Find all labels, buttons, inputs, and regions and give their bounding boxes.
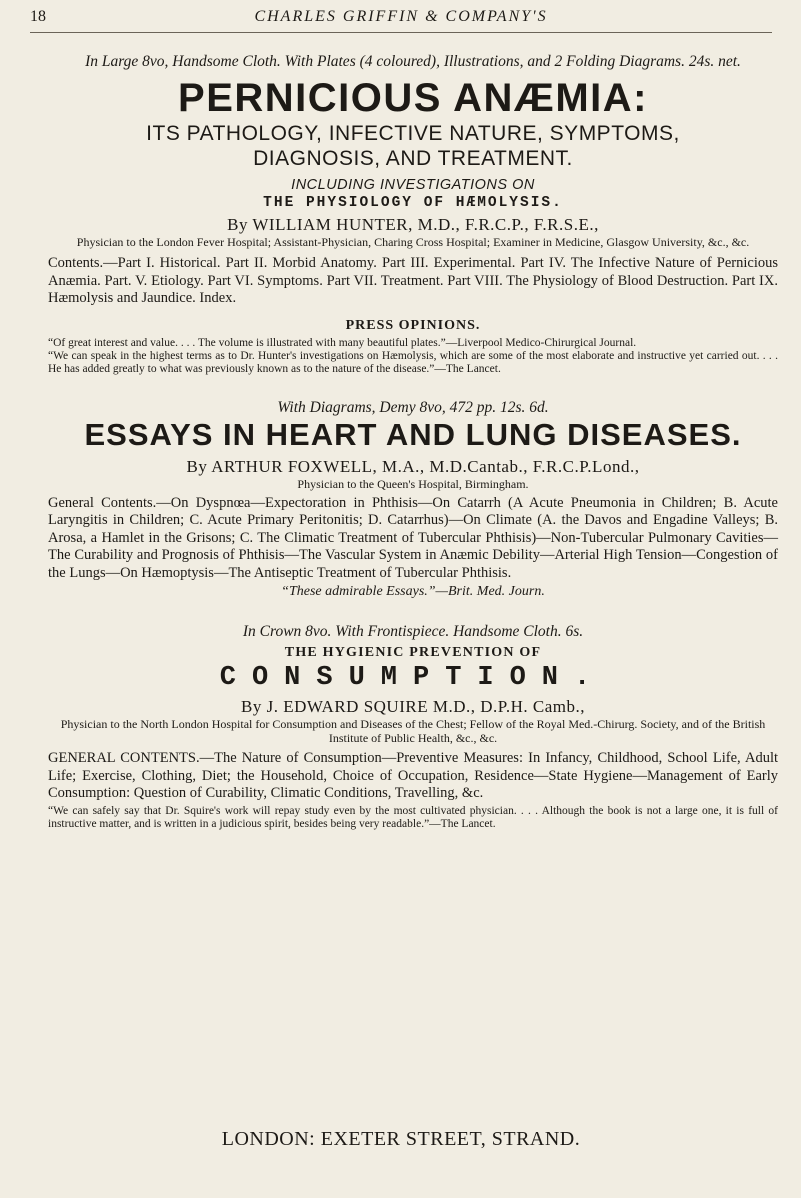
press-quote-2: “We can speak in the highest terms as to Dr. Hunter's investigations on Hæmolysis, which are some of the most elaborate and instructive yet carried out. . . . He has added greatly to what was previously known as to the nature of the disease.”—The Lancet. <box>48 349 778 375</box>
book-contents: Contents.—Part I. Historical. Part II. Morbid Anatomy. Part III. Experimental. Part IV. The Infective Nature of Pernicious Anæmia. Part. V. Etiology. Part VI. Symptoms. Part VII. Treatment. Part VIII. The Physiology of Blood Destruction. Part IX. Hæmolysis and Jaundice. Index. <box>48 255 778 306</box>
press-quote: “These admirable Essays.”—Brit. Med. Journ. <box>281 584 545 599</box>
book-subtitle-line-1: ITS PATHOLOGY, INFECTIVE NATURE, SYMPTOMS, <box>146 122 680 145</box>
section-gap <box>48 600 778 622</box>
book-contents: General Contents.—On Dyspnœa—Expectoration in Phthisis—On Catarrh (A Acute Pneumonia in Children; B. Acute Laryngitis in Children; C. Acute Primary Peritonitis; D. Catarrhus)—On Climate (A. the Davos and Engadine Valleys; B. Arosa, a Hamlet in the Grisons; C. The Climatic Treatment of Tubercular Phthisis)—Non-Tubercular Pulmonary Cavities—The Curability and Prognosis of Phthisis—The Vascular System in Anæmic Debility—Arterial High Tension—Congestion of the Lungs—On Hæmoptysis—The Antiseptic Treatment of Tubercular Phthisis. <box>48 494 778 581</box>
book-title: CONSUMPTION. <box>219 663 607 693</box>
book-including: INCLUDING INVESTIGATIONS ON <box>291 177 535 193</box>
page-content <box>48 52 778 831</box>
press-quote: “We can safely say that Dr. Squire's work will repay study even by the most cultivated physician. . . . Although the book is not a large one, it is full of instructive matter, and is written in a judicious spirit, besides being very readable.”—The Lancet. <box>48 804 778 830</box>
page-number: 18 <box>30 8 46 25</box>
press-opinions-heading: PRESS OPINIONS. <box>345 317 481 333</box>
author-description: Physician to the Queen's Hospital, Birmingham. <box>297 476 529 491</box>
page-header <box>30 8 772 30</box>
book-heart-lung-essays <box>48 398 778 601</box>
book-title: ESSAYS IN HEART AND LUNG DISEASES. <box>84 416 742 452</box>
book-consumption <box>48 622 778 831</box>
press-quote-1: “Of great interest and value. . . . The volume is illustrated with many beautiful plates.”—Liverpool Medico-Chirurgical Journal. <box>48 336 637 349</box>
book-subtitle-line-2: DIAGNOSIS, AND TREATMENT. <box>253 147 573 170</box>
book-author: By WILLIAM HUNTER, M.D., F.R.C.P., F.R.S.E., <box>227 215 599 234</box>
book-edition: In Crown 8vo. With Frontispiece. Handsome Cloth. 6s. <box>242 623 584 640</box>
book-author: By ARTHUR FOXWELL, M.A., M.D.Cantab., F.R.C.P.Lond., <box>186 456 640 476</box>
book-heading: THE HYGIENIC PREVENTION OF <box>284 645 542 660</box>
running-title: CHARLES GRIFFIN & COMPANY'S <box>254 8 548 25</box>
book-edition: In Large 8vo, Handsome Cloth. With Plates (4 coloured), Illustrations, and 2 Folding Diagrams. 24s. net. <box>85 53 741 70</box>
book-edition: With Diagrams, Demy 8vo, 472 pp. 12s. 6d. <box>277 398 549 416</box>
catalogue-page <box>30 0 778 1198</box>
book-title: PERNICIOUS ANÆMIA: <box>178 76 648 120</box>
author-description: Physician to the London Fever Hospital; Assistant-Physician, Charing Cross Hospital; Examiner in Medicine, Glasgow University, &c., &c. <box>76 235 750 249</box>
book-contents: GENERAL CONTENTS.—The Nature of Consumption—Preventive Measures: In Infancy, Childhood, School Life, Adult Life; Exercise, Clothing, Diet; the Household, Choice of Occupation, Residence—State Hygiene—Management of Early Consumption: Question of Curability, Climatic Conditions, Travelling, &c. <box>48 750 778 801</box>
section-gap <box>48 376 778 398</box>
publisher-address: LONDON: EXETER STREET, STRAND. <box>221 1128 581 1150</box>
header-rule <box>30 32 772 33</box>
book-pernicious-anaemia <box>48 52 778 376</box>
book-topic: THE PHYSIOLOGY OF HÆMOLYSIS. <box>263 195 563 211</box>
book-author: By J. EDWARD SQUIRE M.D., D.P.H. Camb., <box>241 697 585 716</box>
author-description: Physician to the North London Hospital for Consumption and Diseases of the Chest; Fellow of the Royal Med.-Chirurg. Society, and of the British Institute of Public Health, &c., &c. <box>60 717 766 745</box>
